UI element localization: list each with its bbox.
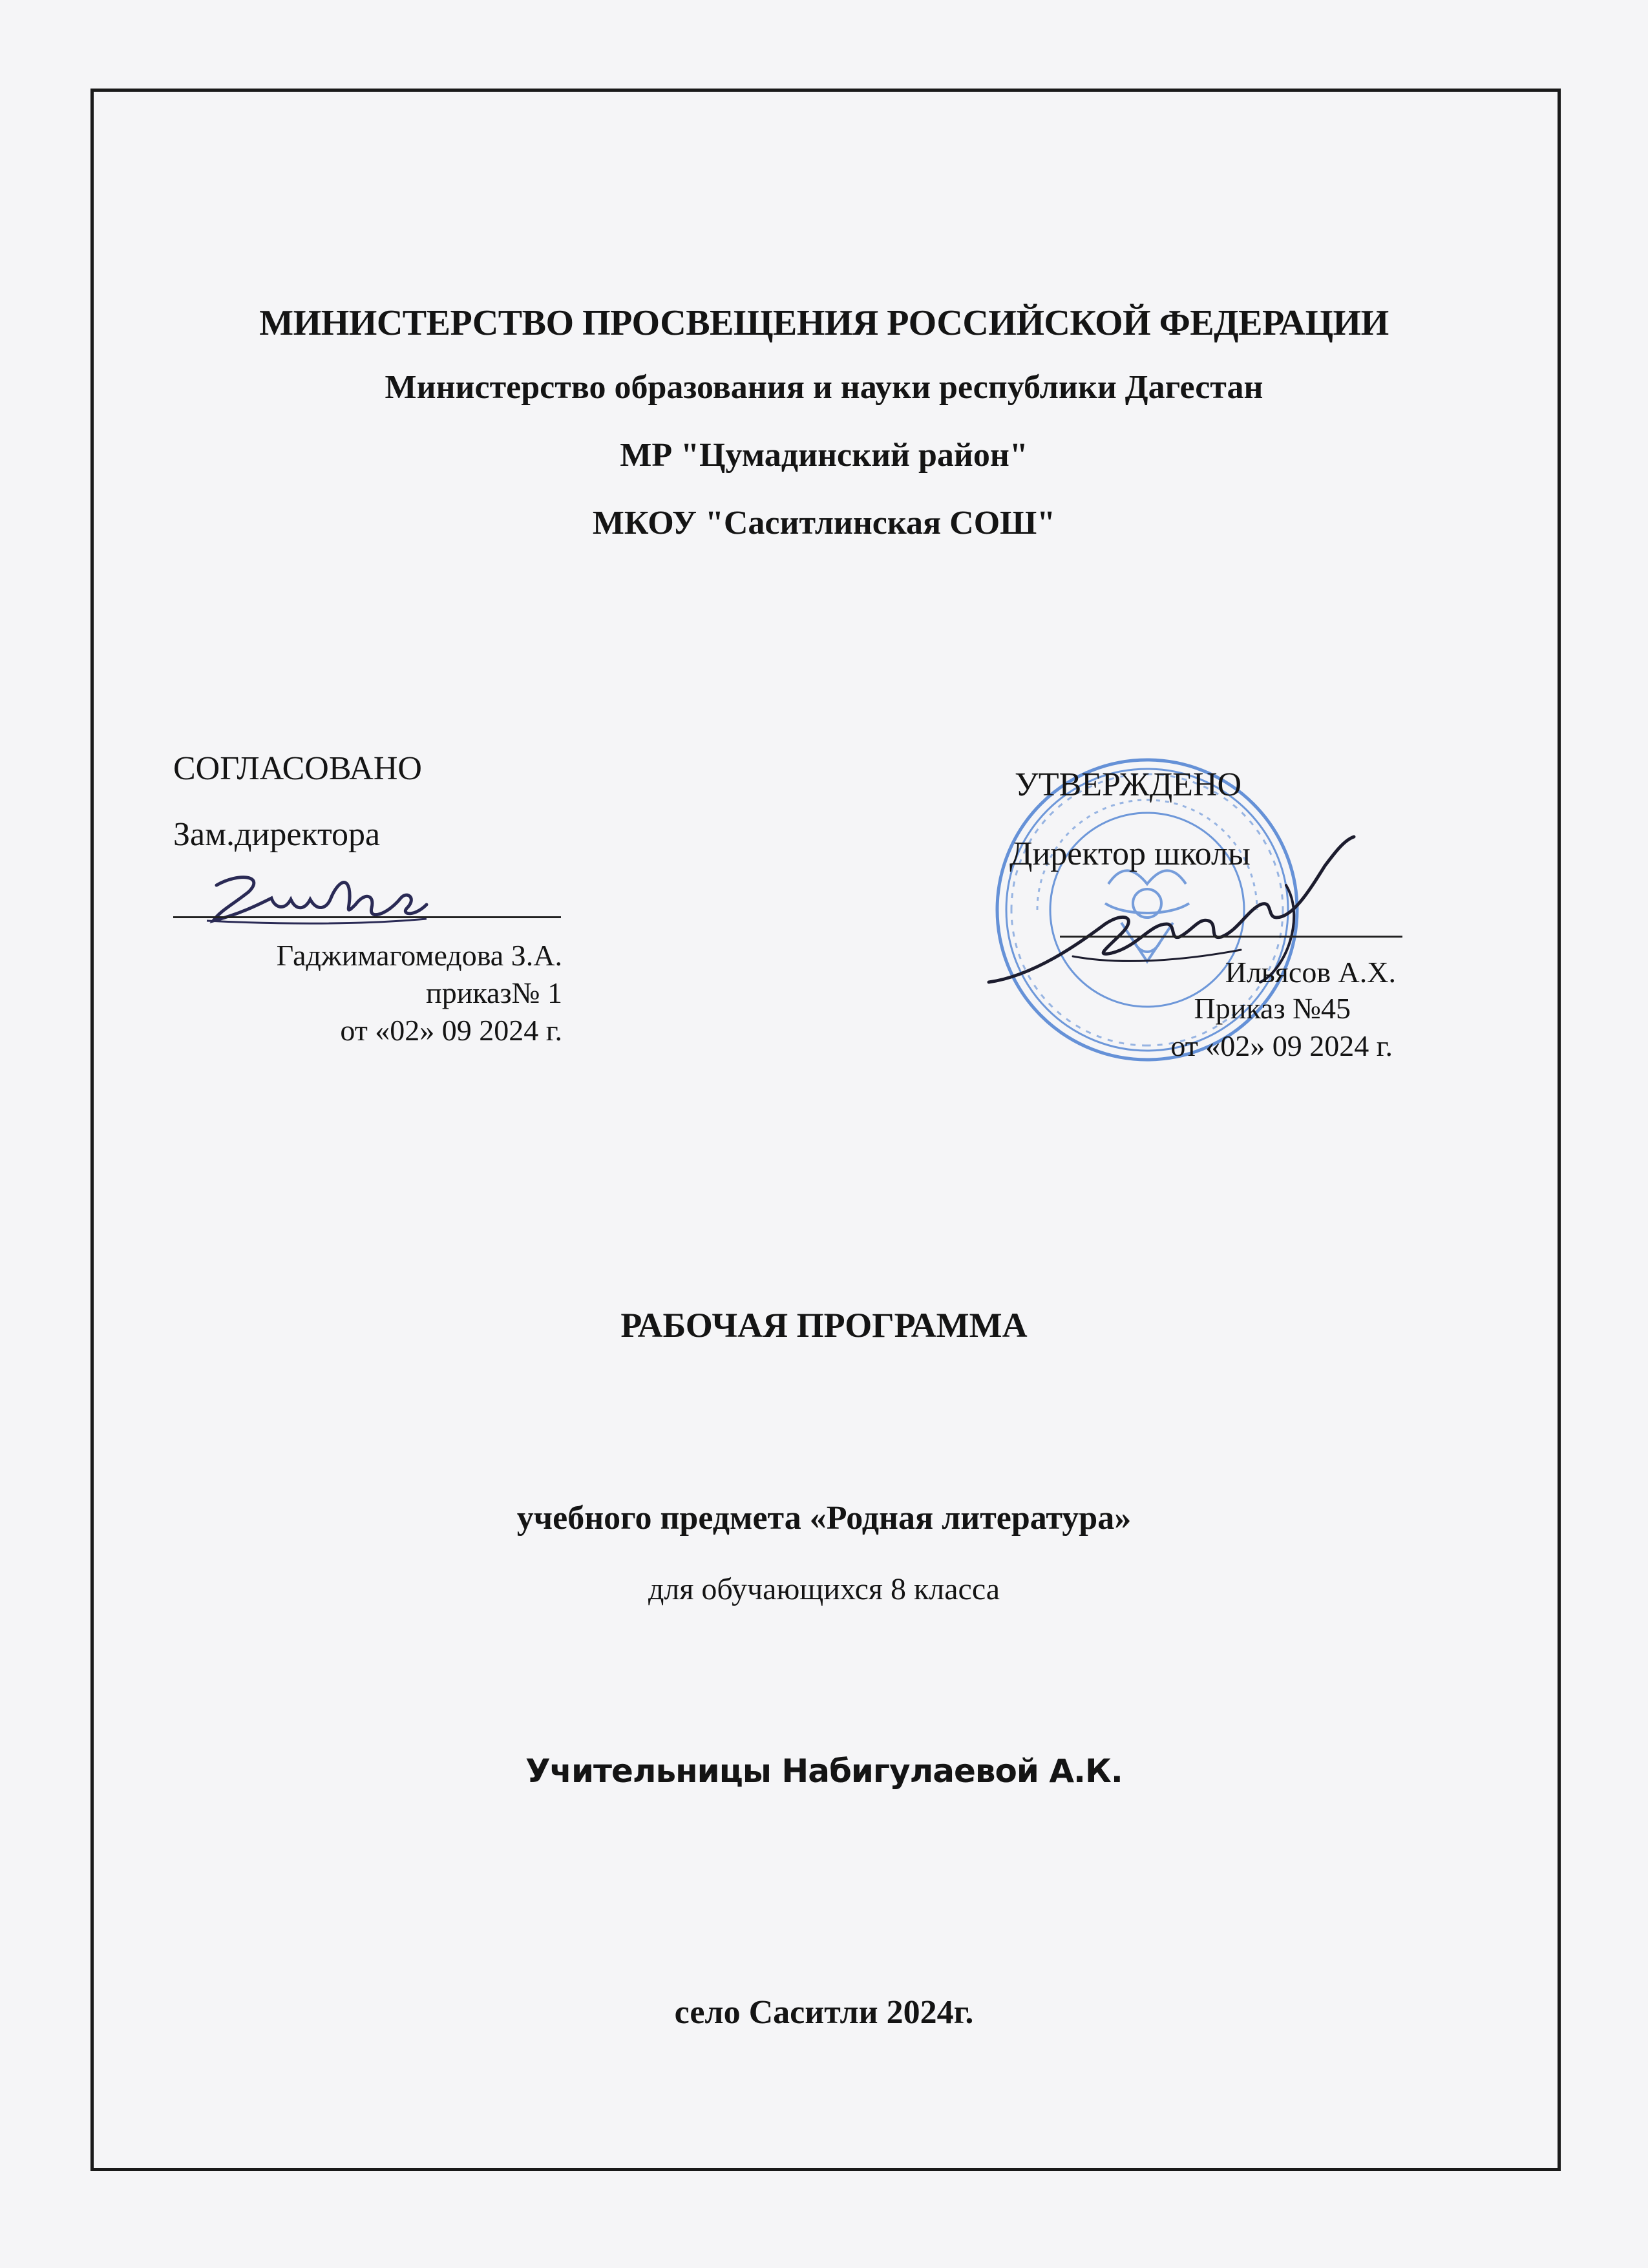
agreed-date: от «02» 09 2024 г. xyxy=(340,1014,562,1047)
subject-line: учебного предмета «Родная литература» xyxy=(516,1500,1132,1537)
agreed-name: Гаджимагомедова З.А. xyxy=(276,939,562,972)
approved-title: УТВЕРЖДЕНО xyxy=(1015,766,1242,803)
district-heading: МР "Цумадинский район" xyxy=(620,437,1028,474)
regional-ministry-heading: Министерство образования и науки республики Дагестан xyxy=(385,369,1263,406)
ministry-heading: МИНИСТЕРСТВО ПРОСВЕЩЕНИЯ РОССИЙСКОЙ ФЕДЕРАЦИИ xyxy=(259,303,1389,343)
program-title: РАБОЧАЯ ПРОГРАММА xyxy=(620,1306,1028,1345)
grade-line: для обучающихся 8 класса xyxy=(648,1572,1000,1606)
approved-order: Приказ №45 xyxy=(1194,992,1351,1025)
agreed-order: приказ№ 1 xyxy=(426,976,562,1009)
place-year-line: село Саситли 2024г. xyxy=(674,1994,974,2031)
approved-date: от «02» 09 2024 г. xyxy=(1170,1029,1393,1062)
agreed-title: СОГЛАСОВАНО xyxy=(173,750,422,787)
approved-signature-line xyxy=(1060,936,1402,938)
deputy-signature xyxy=(194,859,439,930)
school-heading: МКОУ "Саситлинская СОШ" xyxy=(592,505,1056,541)
approved-name: Ильясов А.Х. xyxy=(1225,956,1396,989)
teacher-line: Учительницы Набигулаевой А.К. xyxy=(525,1752,1123,1790)
agreed-signature-line xyxy=(173,916,561,918)
approved-role: Директор школы xyxy=(1009,835,1251,872)
agreed-role: Зам.директора xyxy=(173,816,381,853)
